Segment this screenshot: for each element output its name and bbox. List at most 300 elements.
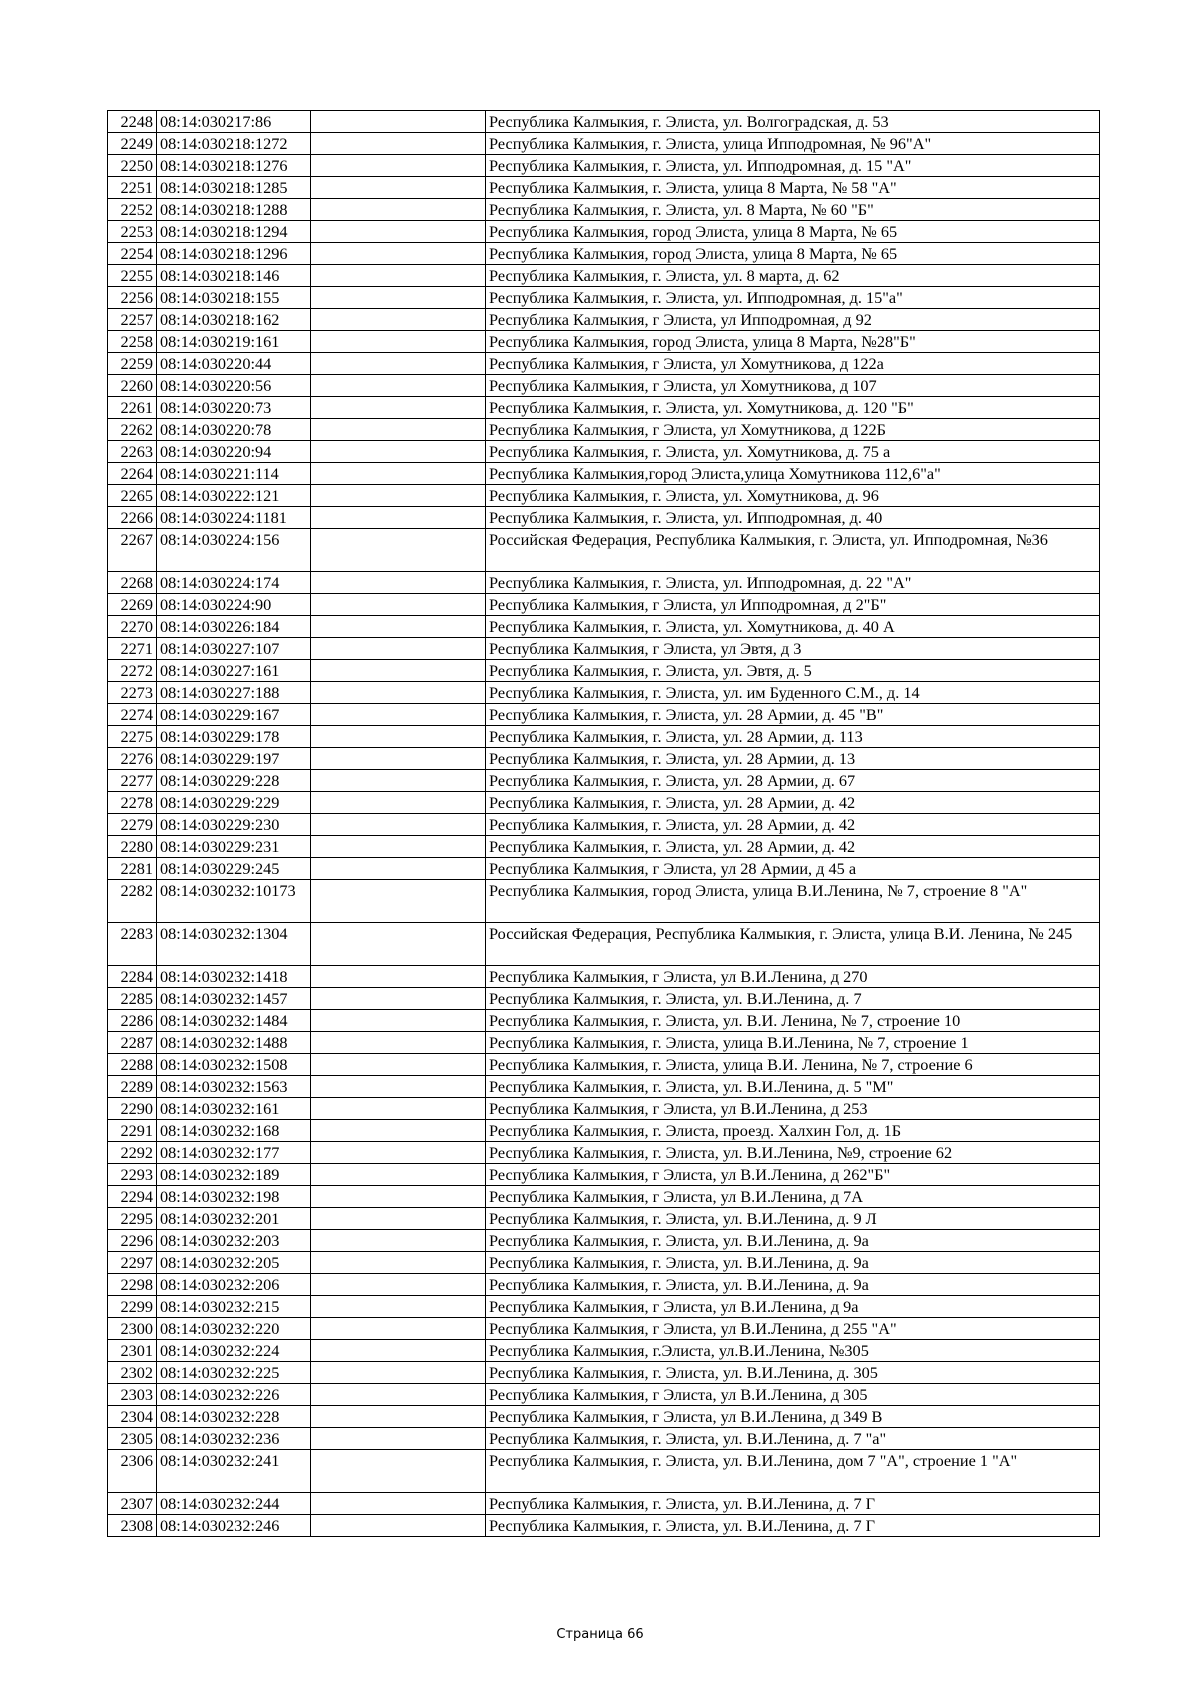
row-number-cell: 2254 <box>108 243 157 265</box>
row-number-cell: 2294 <box>108 1186 157 1208</box>
table-row <box>108 1340 1100 1362</box>
row-number-cell: 2272 <box>108 660 157 682</box>
row-number-cell: 2296 <box>108 1230 157 1252</box>
table-row <box>108 1208 1100 1230</box>
cadastral-number-cell: 08:14:030232:189 <box>157 1164 311 1186</box>
cadastral-number-cell: 08:14:030229:197 <box>157 748 311 770</box>
row-number-cell: 2302 <box>108 1362 157 1384</box>
cadastral-number-cell: 08:14:030218:155 <box>157 287 311 309</box>
address-cell: Республика Калмыкия, г Элиста, ул Ипподромная, д 92 <box>486 309 1100 331</box>
empty-cell <box>311 529 486 572</box>
address-cell: Республика Калмыкия, г. Элиста, ул. В.И.Ленина, д. 9 Л <box>486 1208 1100 1230</box>
row-number-cell: 2285 <box>108 988 157 1010</box>
address-cell: Республика Калмыкия, г. Элиста, ул. В.И.Ленина, д. 9а <box>486 1274 1100 1296</box>
row-number-cell: 2298 <box>108 1274 157 1296</box>
row-number-cell: 2269 <box>108 594 157 616</box>
row-number-cell: 2299 <box>108 1296 157 1318</box>
empty-cell <box>311 1450 486 1493</box>
cadastral-number-cell: 08:14:030219:161 <box>157 331 311 353</box>
cadastral-number-cell: 08:14:030229:167 <box>157 704 311 726</box>
table-row <box>108 177 1100 199</box>
table-row <box>108 638 1100 660</box>
row-number-cell: 2266 <box>108 507 157 529</box>
table-row <box>108 616 1100 638</box>
table-row <box>108 1098 1100 1120</box>
address-cell: Республика Калмыкия, г Элиста, ул В.И.Ленина, д 7А <box>486 1186 1100 1208</box>
row-number-cell: 2270 <box>108 616 157 638</box>
cadastral-number-cell: 08:14:030232:244 <box>157 1493 311 1515</box>
row-number-cell: 2291 <box>108 1120 157 1142</box>
table-row <box>108 1450 1100 1493</box>
row-number-cell: 2264 <box>108 463 157 485</box>
empty-cell <box>311 133 486 155</box>
empty-cell <box>311 353 486 375</box>
row-number-cell: 2282 <box>108 880 157 923</box>
row-number-cell: 2306 <box>108 1450 157 1493</box>
table-row <box>108 836 1100 858</box>
empty-cell <box>311 1428 486 1450</box>
row-number-cell: 2303 <box>108 1384 157 1406</box>
cadastral-number-cell: 08:14:030218:1294 <box>157 221 311 243</box>
cadastral-number-cell: 08:14:030227:188 <box>157 682 311 704</box>
cadastral-number-cell: 08:14:030218:1276 <box>157 155 311 177</box>
table-row <box>108 923 1100 966</box>
table-row <box>108 770 1100 792</box>
cadastral-number-cell: 08:14:030220:94 <box>157 441 311 463</box>
table-row <box>108 353 1100 375</box>
empty-cell <box>311 507 486 529</box>
address-cell: Республика Калмыкия, г. Элиста, ул. Хомутникова, д. 40 А <box>486 616 1100 638</box>
row-number-cell: 2305 <box>108 1428 157 1450</box>
cadastral-number-cell: 08:14:030232:201 <box>157 1208 311 1230</box>
cadastral-number-cell: 08:14:030229:178 <box>157 726 311 748</box>
table-row <box>108 419 1100 441</box>
cadastral-number-cell: 08:14:030232:205 <box>157 1252 311 1274</box>
cadastral-number-cell: 08:14:030224:1181 <box>157 507 311 529</box>
empty-cell <box>311 419 486 441</box>
address-cell: Республика Калмыкия, г. Элиста, улица 8 Марта, № 58 "А" <box>486 177 1100 199</box>
address-cell: Российская Федерация, Республика Калмыкия, г. Элиста, ул. Ипподромная, №36 <box>486 529 1100 572</box>
cadastral-number-cell: 08:14:030232:161 <box>157 1098 311 1120</box>
table-row <box>108 1274 1100 1296</box>
row-number-cell: 2273 <box>108 682 157 704</box>
empty-cell <box>311 287 486 309</box>
table-row <box>108 463 1100 485</box>
cadastral-number-cell: 08:14:030222:121 <box>157 485 311 507</box>
address-cell: Республика Калмыкия, город Элиста, улица 8 Марта, №28"Б" <box>486 331 1100 353</box>
empty-cell <box>311 397 486 419</box>
table-row <box>108 111 1100 133</box>
table-row <box>108 1406 1100 1428</box>
empty-cell <box>311 155 486 177</box>
address-cell: Республика Калмыкия, г Элиста, ул В.И.Ленина, д 9а <box>486 1296 1100 1318</box>
address-cell: Республика Калмыкия, г. Элиста, ул. В.И.Ленина, д. 7 Г <box>486 1493 1100 1515</box>
row-number-cell: 2286 <box>108 1010 157 1032</box>
row-number-cell: 2287 <box>108 1032 157 1054</box>
table-row <box>108 704 1100 726</box>
address-cell: Республика Калмыкия, г Элиста, ул В.И.Ленина, д 262"Б" <box>486 1164 1100 1186</box>
empty-cell <box>311 1384 486 1406</box>
table-row <box>108 199 1100 221</box>
cadastral-number-cell: 08:14:030232:226 <box>157 1384 311 1406</box>
row-number-cell: 2281 <box>108 858 157 880</box>
table-row <box>108 529 1100 572</box>
table-row <box>108 1318 1100 1340</box>
cadastral-number-cell: 08:14:030232:1508 <box>157 1054 311 1076</box>
row-number-cell: 2295 <box>108 1208 157 1230</box>
empty-cell <box>311 1010 486 1032</box>
address-cell: Республика Калмыкия, г. Элиста, ул. Волгоградская, д. 53 <box>486 111 1100 133</box>
empty-cell <box>311 923 486 966</box>
table-row <box>108 221 1100 243</box>
row-number-cell: 2308 <box>108 1515 157 1537</box>
row-number-cell: 2255 <box>108 265 157 287</box>
empty-cell <box>311 660 486 682</box>
row-number-cell: 2290 <box>108 1098 157 1120</box>
empty-cell <box>311 1142 486 1164</box>
row-number-cell: 2258 <box>108 331 157 353</box>
address-cell: Республика Калмыкия, г Элиста, ул Хомутникова, д 107 <box>486 375 1100 397</box>
row-number-cell: 2251 <box>108 177 157 199</box>
row-number-cell: 2304 <box>108 1406 157 1428</box>
table-row <box>108 1296 1100 1318</box>
row-number-cell: 2265 <box>108 485 157 507</box>
row-number-cell: 2279 <box>108 814 157 836</box>
address-cell: Республика Калмыкия, г. Элиста, ул. Хомутникова, д. 75 а <box>486 441 1100 463</box>
table-row <box>108 1010 1100 1032</box>
address-cell: Республика Калмыкия, г. Элиста, ул. 28 Армии, д. 42 <box>486 836 1100 858</box>
address-cell: Республика Калмыкия, г Элиста, ул Хомутникова, д 122а <box>486 353 1100 375</box>
table-row <box>108 660 1100 682</box>
address-cell: Республика Калмыкия, г. Элиста, ул. В.И.Ленина, д. 5 "М" <box>486 1076 1100 1098</box>
empty-cell <box>311 792 486 814</box>
row-number-cell: 2275 <box>108 726 157 748</box>
empty-cell <box>311 616 486 638</box>
cadastral-number-cell: 08:14:030229:228 <box>157 770 311 792</box>
table-row <box>108 265 1100 287</box>
page-number: Страница 66 <box>556 1627 644 1642</box>
address-cell: Республика Калмыкия, г. Элиста, ул. В.И.Ленина, дом 7 "А", строение 1 "А" <box>486 1450 1100 1493</box>
address-cell: Республика Калмыкия, г. Элиста, ул. В.И.Ленина, д. 7 <box>486 988 1100 1010</box>
address-cell: Республика Калмыкия, г Элиста, ул В.И.Ленина, д 349 В <box>486 1406 1100 1428</box>
table-row <box>108 748 1100 770</box>
empty-cell <box>311 1208 486 1230</box>
row-number-cell: 2283 <box>108 923 157 966</box>
table-row <box>108 966 1100 988</box>
table-row <box>108 485 1100 507</box>
row-number-cell: 2278 <box>108 792 157 814</box>
table-row <box>108 988 1100 1010</box>
address-cell: Республика Калмыкия, г. Элиста, улица Ипподромная, № 96"А" <box>486 133 1100 155</box>
table-row <box>108 243 1100 265</box>
cadastral-number-cell: 08:14:030232:236 <box>157 1428 311 1450</box>
address-cell: Республика Калмыкия, г. Элиста, ул. им Буденного С.М., д. 14 <box>486 682 1100 704</box>
address-cell: Республика Калмыкия, г. Элиста, ул. 28 Армии, д. 42 <box>486 792 1100 814</box>
empty-cell <box>311 1362 486 1384</box>
empty-cell <box>311 966 486 988</box>
cadastral-number-cell: 08:14:030232:1484 <box>157 1010 311 1032</box>
table-row <box>108 133 1100 155</box>
row-number-cell: 2268 <box>108 572 157 594</box>
cadastral-number-cell: 08:14:030220:73 <box>157 397 311 419</box>
cadastral-number-cell: 08:14:030232:228 <box>157 1406 311 1428</box>
row-number-cell: 2252 <box>108 199 157 221</box>
address-cell: Республика Калмыкия, г. Элиста, улица В.И. Ленина, № 7, строение 6 <box>486 1054 1100 1076</box>
cadastral-table <box>107 110 1100 1537</box>
row-number-cell: 2297 <box>108 1252 157 1274</box>
row-number-cell: 2249 <box>108 133 157 155</box>
address-cell: Республика Калмыкия, г. Элиста, ул. Хомутникова, д. 120 "Б" <box>486 397 1100 419</box>
row-number-cell: 2250 <box>108 155 157 177</box>
table-row <box>108 375 1100 397</box>
cadastral-number-cell: 08:14:030232:241 <box>157 1450 311 1493</box>
empty-cell <box>311 463 486 485</box>
address-cell: Республика Калмыкия, г. Элиста, ул. В.И.Ленина, д. 7 Г <box>486 1515 1100 1537</box>
cadastral-number-cell: 08:14:030227:161 <box>157 660 311 682</box>
address-cell: Республика Калмыкия, г. Элиста, ул. В.И.Ленина, д. 9а <box>486 1230 1100 1252</box>
cadastral-number-cell: 08:14:030229:230 <box>157 814 311 836</box>
cadastral-number-cell: 08:14:030232:1457 <box>157 988 311 1010</box>
cadastral-number-cell: 08:14:030229:229 <box>157 792 311 814</box>
cadastral-number-cell: 08:14:030232:1304 <box>157 923 311 966</box>
empty-cell <box>311 1318 486 1340</box>
empty-cell <box>311 265 486 287</box>
cadastral-number-cell: 08:14:030232:1488 <box>157 1032 311 1054</box>
cadastral-number-cell: 08:14:030232:225 <box>157 1362 311 1384</box>
address-cell: Республика Калмыкия, г Элиста, ул Хомутникова, д 122Б <box>486 419 1100 441</box>
address-cell: Республика Калмыкия, г. Элиста, ул. Ипподромная, д. 15 "А" <box>486 155 1100 177</box>
empty-cell <box>311 1120 486 1142</box>
address-cell: Республика Калмыкия, г. Элиста, ул. 28 Армии, д. 13 <box>486 748 1100 770</box>
empty-cell <box>311 1054 486 1076</box>
cadastral-number-cell: 08:14:030232:1563 <box>157 1076 311 1098</box>
table-row <box>108 814 1100 836</box>
empty-cell <box>311 704 486 726</box>
address-cell: Республика Калмыкия, г Элиста, ул В.И.Ленина, д 253 <box>486 1098 1100 1120</box>
table-row <box>108 572 1100 594</box>
address-cell: Республика Калмыкия, г. Элиста, ул. Ипподромная, д. 22 "А" <box>486 572 1100 594</box>
table-row <box>108 1186 1100 1208</box>
table-row <box>108 1142 1100 1164</box>
empty-cell <box>311 375 486 397</box>
cadastral-number-cell: 08:14:030218:1272 <box>157 133 311 155</box>
empty-cell <box>311 1252 486 1274</box>
empty-cell <box>311 1032 486 1054</box>
empty-cell <box>311 638 486 660</box>
address-cell: Республика Калмыкия, город Элиста, улица 8 Марта, № 65 <box>486 243 1100 265</box>
empty-cell <box>311 572 486 594</box>
row-number-cell: 2284 <box>108 966 157 988</box>
row-number-cell: 2253 <box>108 221 157 243</box>
address-cell: Республика Калмыкия, г. Элиста, ул. В.И.Ленина, д. 9а <box>486 1252 1100 1274</box>
empty-cell <box>311 441 486 463</box>
cadastral-number-cell: 08:14:030232:198 <box>157 1186 311 1208</box>
row-number-cell: 2271 <box>108 638 157 660</box>
empty-cell <box>311 177 486 199</box>
cadastral-number-cell: 08:14:030218:146 <box>157 265 311 287</box>
empty-cell <box>311 331 486 353</box>
row-number-cell: 2260 <box>108 375 157 397</box>
row-number-cell: 2263 <box>108 441 157 463</box>
empty-cell <box>311 199 486 221</box>
cadastral-number-cell: 08:14:030217:86 <box>157 111 311 133</box>
table-row <box>108 1054 1100 1076</box>
cadastral-number-cell: 08:14:030218:1288 <box>157 199 311 221</box>
row-number-cell: 2259 <box>108 353 157 375</box>
empty-cell <box>311 309 486 331</box>
empty-cell <box>311 836 486 858</box>
cadastral-number-cell: 08:14:030229:245 <box>157 858 311 880</box>
address-cell: Республика Калмыкия, г. Элиста, ул. Ипподромная, д. 40 <box>486 507 1100 529</box>
cadastral-number-cell: 08:14:030232:206 <box>157 1274 311 1296</box>
empty-cell <box>311 770 486 792</box>
row-number-cell: 2262 <box>108 419 157 441</box>
cadastral-number-cell: 08:14:030232:246 <box>157 1515 311 1537</box>
address-cell: Республика Калмыкия, г Элиста, ул В.И.Ленина, д 270 <box>486 966 1100 988</box>
cadastral-number-cell: 08:14:030218:1285 <box>157 177 311 199</box>
cadastral-number-cell: 08:14:030220:56 <box>157 375 311 397</box>
empty-cell <box>311 1493 486 1515</box>
cadastral-number-cell: 08:14:030218:162 <box>157 309 311 331</box>
address-cell: Республика Калмыкия, г. Элиста, ул. Ипподромная, д. 15"а" <box>486 287 1100 309</box>
row-number-cell: 2277 <box>108 770 157 792</box>
cadastral-number-cell: 08:14:030232:203 <box>157 1230 311 1252</box>
address-cell: Республика Калмыкия, г. Элиста, ул. 8 марта, д. 62 <box>486 265 1100 287</box>
address-cell: Республика Калмыкия, г. Элиста, ул. Эвтя, д. 5 <box>486 660 1100 682</box>
row-number-cell: 2292 <box>108 1142 157 1164</box>
empty-cell <box>311 682 486 704</box>
cadastral-number-cell: 08:14:030229:231 <box>157 836 311 858</box>
row-number-cell: 2288 <box>108 1054 157 1076</box>
table-row <box>108 1230 1100 1252</box>
cadastral-number-cell: 08:14:030232:215 <box>157 1296 311 1318</box>
table-row <box>108 682 1100 704</box>
row-number-cell: 2280 <box>108 836 157 858</box>
cadastral-number-cell: 08:14:030232:177 <box>157 1142 311 1164</box>
empty-cell <box>311 1515 486 1537</box>
address-cell: Республика Калмыкия, г. Элиста, ул. В.И. Ленина, № 7, строение 10 <box>486 1010 1100 1032</box>
address-cell: Республика Калмыкия, г. Элиста, ул. В.И.Ленина, д. 305 <box>486 1362 1100 1384</box>
row-number-cell: 2289 <box>108 1076 157 1098</box>
table-row <box>108 441 1100 463</box>
empty-cell <box>311 814 486 836</box>
table-row <box>108 331 1100 353</box>
row-number-cell: 2256 <box>108 287 157 309</box>
empty-cell <box>311 1296 486 1318</box>
table-body <box>108 111 1100 1537</box>
empty-cell <box>311 1164 486 1186</box>
address-cell: Республика Калмыкия, г. Элиста, ул. 28 Армии, д. 42 <box>486 814 1100 836</box>
cadastral-number-cell: 08:14:030232:10173 <box>157 880 311 923</box>
empty-cell <box>311 485 486 507</box>
empty-cell <box>311 243 486 265</box>
address-cell: Республика Калмыкия, г. Элиста, ул. Хомутникова, д. 96 <box>486 485 1100 507</box>
empty-cell <box>311 1340 486 1362</box>
table-row <box>108 858 1100 880</box>
table-row <box>108 1076 1100 1098</box>
cadastral-number-cell: 08:14:030224:90 <box>157 594 311 616</box>
cadastral-number-cell: 08:14:030221:114 <box>157 463 311 485</box>
row-number-cell: 2274 <box>108 704 157 726</box>
table-row <box>108 1120 1100 1142</box>
address-cell: Республика Калмыкия, город Элиста, улица В.И.Ленина, № 7, строение 8 "А" <box>486 880 1100 923</box>
table-row <box>108 1252 1100 1274</box>
empty-cell <box>311 1076 486 1098</box>
table-row <box>108 1164 1100 1186</box>
table-row <box>108 155 1100 177</box>
table-row <box>108 287 1100 309</box>
cadastral-number-cell: 08:14:030232:220 <box>157 1318 311 1340</box>
empty-cell <box>311 594 486 616</box>
address-cell: Республика Калмыкия, г Элиста, ул 28 Армии, д 45 а <box>486 858 1100 880</box>
table-row <box>108 1384 1100 1406</box>
table-row <box>108 397 1100 419</box>
table-row <box>108 1032 1100 1054</box>
empty-cell <box>311 1274 486 1296</box>
empty-cell <box>311 748 486 770</box>
table-row <box>108 507 1100 529</box>
table-row <box>108 1493 1100 1515</box>
table-row <box>108 880 1100 923</box>
table-row <box>108 1362 1100 1384</box>
address-cell: Республика Калмыкия, г Элиста, ул В.И.Ленина, д 305 <box>486 1384 1100 1406</box>
row-number-cell: 2301 <box>108 1340 157 1362</box>
table-row <box>108 792 1100 814</box>
cadastral-number-cell: 08:14:030220:78 <box>157 419 311 441</box>
empty-cell <box>311 111 486 133</box>
address-cell: Республика Калмыкия, г.Элиста, ул.В.И.Ленина, №305 <box>486 1340 1100 1362</box>
address-cell: Республика Калмыкия, г. Элиста, ул. 28 Армии, д. 67 <box>486 770 1100 792</box>
address-cell: Республика Калмыкия, г Элиста, ул Ипподромная, д 2"Б" <box>486 594 1100 616</box>
cadastral-number-cell: 08:14:030232:224 <box>157 1340 311 1362</box>
row-number-cell: 2267 <box>108 529 157 572</box>
empty-cell <box>311 726 486 748</box>
empty-cell <box>311 1230 486 1252</box>
address-cell: Республика Калмыкия, г Элиста, ул В.И.Ленина, д 255 "А" <box>486 1318 1100 1340</box>
empty-cell <box>311 858 486 880</box>
cadastral-number-cell: 08:14:030227:107 <box>157 638 311 660</box>
cadastral-number-cell: 08:14:030224:156 <box>157 529 311 572</box>
address-cell: Республика Калмыкия, г. Элиста, ул. В.И.Ленина, д. 7 "а" <box>486 1428 1100 1450</box>
row-number-cell: 2276 <box>108 748 157 770</box>
row-number-cell: 2257 <box>108 309 157 331</box>
address-cell: Республика Калмыкия, г. Элиста, ул. 8 Марта, № 60 "Б" <box>486 199 1100 221</box>
empty-cell <box>311 1406 486 1428</box>
address-cell: Республика Калмыкия, г. Элиста, проезд. Халхин Гол, д. 1Б <box>486 1120 1100 1142</box>
cadastral-number-cell: 08:14:030226:184 <box>157 616 311 638</box>
cadastral-number-cell: 08:14:030232:1418 <box>157 966 311 988</box>
row-number-cell: 2300 <box>108 1318 157 1340</box>
table-row <box>108 1428 1100 1450</box>
row-number-cell: 2248 <box>108 111 157 133</box>
address-cell: Республика Калмыкия, г. Элиста, улица В.И.Ленина, № 7, строение 1 <box>486 1032 1100 1054</box>
empty-cell <box>311 988 486 1010</box>
empty-cell <box>311 221 486 243</box>
address-cell: Российская Федерация, Республика Калмыкия, г. Элиста, улица В.И. Ленина, № 245 <box>486 923 1100 966</box>
address-cell: Республика Калмыкия,город Элиста,улица Хомутникова 112,6"а" <box>486 463 1100 485</box>
row-number-cell: 2307 <box>108 1493 157 1515</box>
row-number-cell: 2293 <box>108 1164 157 1186</box>
table-row <box>108 594 1100 616</box>
table-row <box>108 726 1100 748</box>
empty-cell <box>311 880 486 923</box>
table-row <box>108 309 1100 331</box>
address-cell: Республика Калмыкия, г Элиста, ул Эвтя, д 3 <box>486 638 1100 660</box>
empty-cell <box>311 1186 486 1208</box>
cadastral-number-cell: 08:14:030224:174 <box>157 572 311 594</box>
cadastral-number-cell: 08:14:030218:1296 <box>157 243 311 265</box>
table-row <box>108 1515 1100 1537</box>
